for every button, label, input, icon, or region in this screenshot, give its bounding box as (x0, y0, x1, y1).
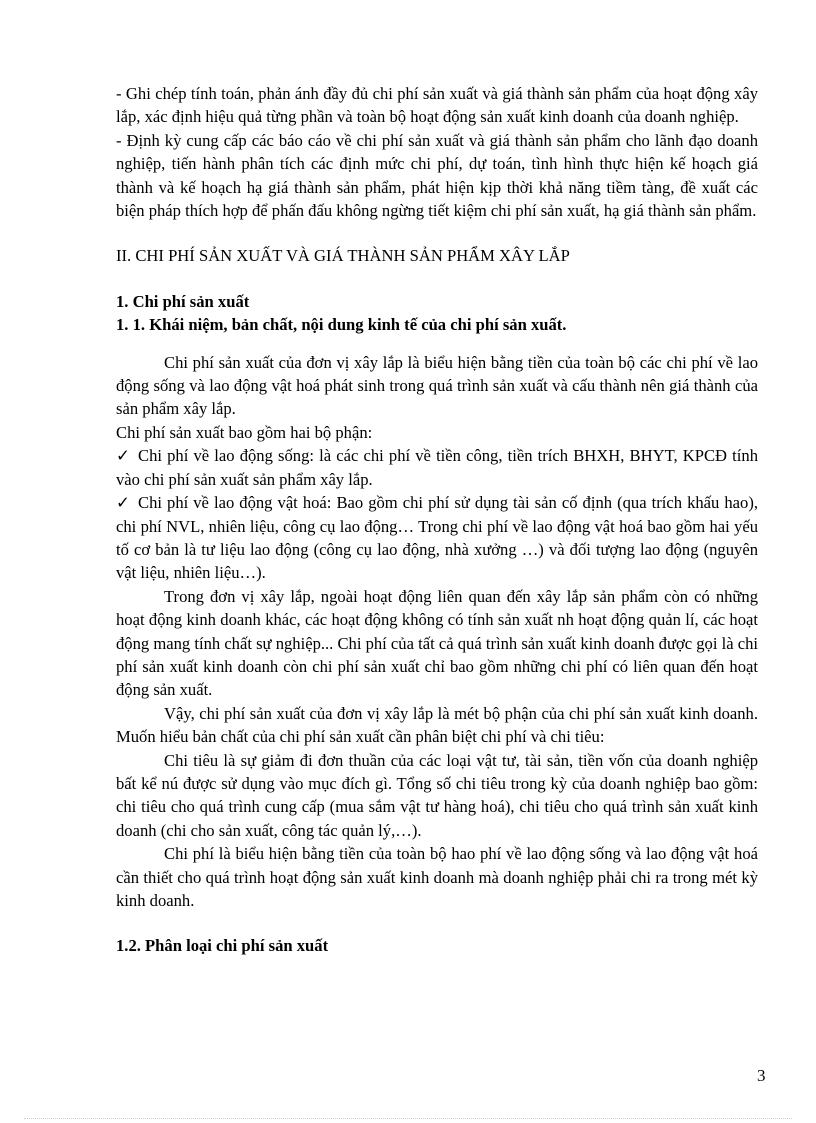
paragraph-periodic-reports: - Định kỳ cung cấp các báo cáo về chi phí sản xuất và giá thành sản phẩm cho lãnh đạo doanh nghiệp, tiến hành phân tích các định mức chi phí, dự toán, tình hình thực hiện kế hoạch giá thành và kế hoạch hạ giá thành sản phẩm, phát hiện kịp thời khả năng tiềm tàng, đề xuất các biện pháp thích hợp để phấn đấu không ngừng tiết kiệm chi phí sản xuất, hạ giá thành sản phẩm. (116, 130, 758, 221)
checkmark-icon: ✓ (116, 493, 130, 513)
paragraph-record-costs: - Ghi chép tính toán, phản ánh đầy đủ chi phí sản xuất và giá thành sản phẩm của hoạt động xây lắp, xác định hiệu quả từng phần và toàn bộ hoạt động sản xuất kinh doanh của doanh nghiệp. (116, 84, 758, 127)
bullet-materialized-labor (116, 491, 758, 585)
page-bottom-divider (24, 1118, 792, 1119)
heading-classification: 1.2. Phân loại chi phí sản xuất (116, 936, 329, 956)
paragraph-distinguish: Vậy, chi phí sản xuất của đơn vị xây lắp là mét bộ phận của chi phí sản xuất kinh doanh. Muốn hiểu bản chất của chi phí sản xuất cần phân biệt chi phí và chi tiêu: (116, 703, 758, 747)
bullet-living-labor (116, 444, 758, 491)
section-heading-ii: II. CHI PHÍ SẢN XUẤT VÀ GIÁ THÀNH SẢN PHẨM XÂY LẮP (116, 246, 570, 266)
heading-concept: 1. 1. Khái niệm, bản chất, nội dung kinh tế của chi phí sản xuất. (116, 315, 567, 335)
heading-production-costs: 1. Chi phí sản xuất (116, 291, 250, 311)
bullet-living-labor-text: Chi phí về lao động sống: là các chi phí về tiền công, tiền trích BHXH, BHYT, KPCĐ tính vào chi phí sản xuất sản phẩm xây lắp. (116, 446, 758, 489)
paragraph-definition: Chi phí sản xuất của đơn vị xây lắp là biểu hiện bằng tiền của toàn bộ các chi phí về lao động sống và lao động vật hoá phát sinh trong quá trình sản xuất và cấu thành nên giá thành của sản phẩm xây lắp. (116, 352, 758, 419)
paragraph-spending: Chi tiêu là sự giảm đi đơn thuần của các loại vật tư, tài sản, tiền vốn của doanh nghiệp bất kể nú được sử dụng vào mục đích gì. Tổng số chi tiêu trong kỳ của doanh nghiệp bao gồm: chi tiêu cho quá trình cung cấp (mua sắm vật tư hàng hoá), chi tiêu cho quá trình sản xuất kinh doanh (chi cho sản xuất, công tác quản lý,…). (116, 750, 758, 840)
document-body (116, 82, 758, 958)
paragraph-other-activities: Trong đơn vị xây lắp, ngoài hoạt động liên quan đến xây lắp sản phẩm còn có những hoạt động kinh doanh khác, các hoạt động không có tính sản xuất nh hoạt động quản lí, các hoạt động mang tính chất sự nghiệp... Chi phí của tất cả quá trình sản xuất kinh doanh được gọi là chi phí sản xuất kinh doanh còn chi phí sản xuất chỉ bao gồm những chi phí có liên quan đến hoạt động sản xuất. (116, 586, 758, 700)
checkmark-icon: ✓ (116, 446, 130, 466)
paragraph-cost-definition: Chi phí là biểu hiện bằng tiền của toàn bộ hao phí về lao động sống và lao động vật hoá cần thiết cho quá trình hoạt động sản xuất kinh doanh mà doanh nghiệp phải chi ra trong mét kỳ kinh doanh. (116, 844, 758, 910)
page-number: 3 (757, 1066, 766, 1085)
bullet-materialized-labor-text: Chi phí về lao động vật hoá: Bao gồm chi phí sử dụng tài sản cố định (qua trích khấu hao), chi phí NVL, nhiên liệu, công cụ lao động… Trong chi phí về lao động vật hoá bao gồm hai yếu tố cơ bản là tư liệu lao động (công cụ lao động, nhà xưởng …) và đối tượng lao động (nguyên vật liệu, nhiên liệu…). (116, 493, 758, 583)
paragraph-two-parts: Chi phí sản xuất bao gồm hai bộ phận: (116, 422, 373, 442)
